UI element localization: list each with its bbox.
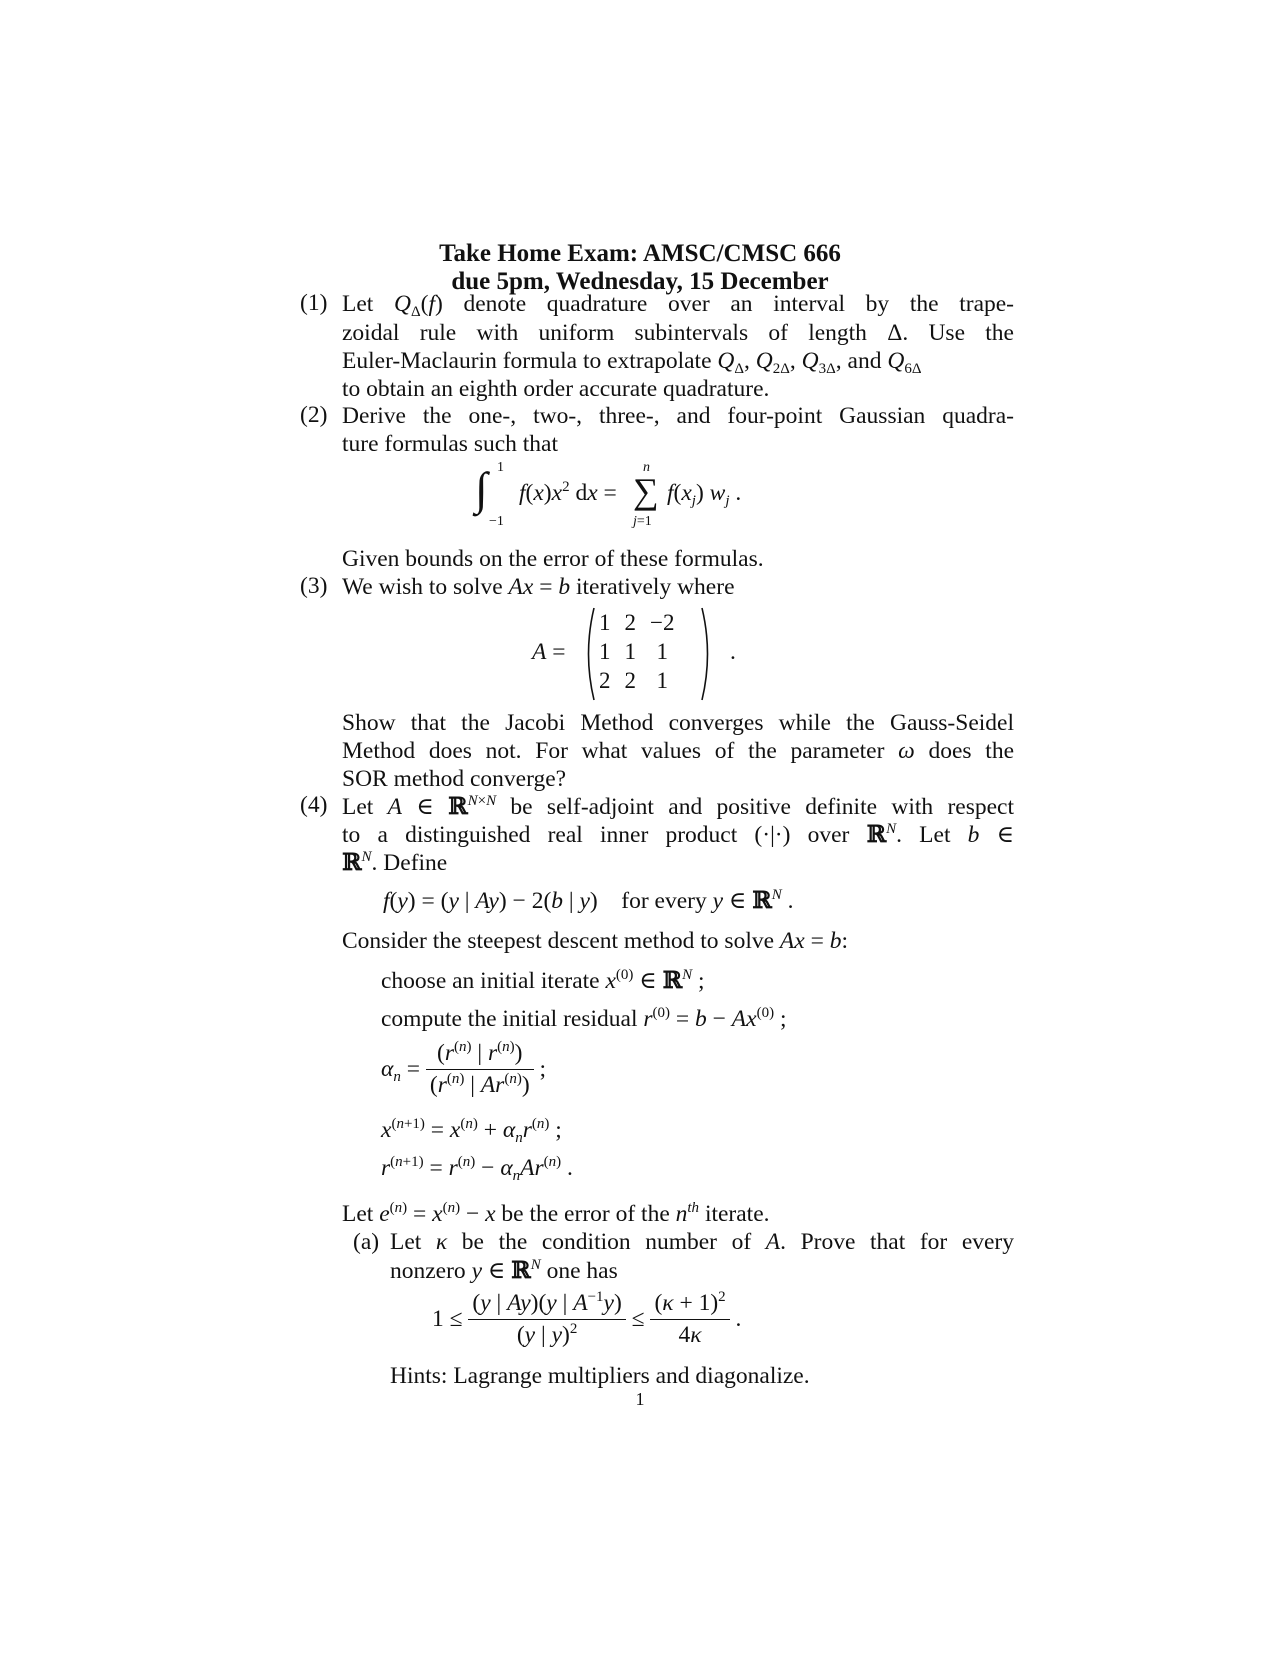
part-a-line-1: Let κ be the condition number of A. Prove that for every xyxy=(390,1229,1015,1255)
problem-2-number: (2) xyxy=(300,402,328,428)
problem-3-number: (3) xyxy=(300,573,328,599)
matrix-a xyxy=(592,608,681,695)
problem-3-jacobi-line: Show that the Jacobi Method converges while the Gauss-Seidel xyxy=(342,710,1014,736)
matrix-cell: 1 xyxy=(599,610,611,635)
problem-2-line-2: ture formulas such that xyxy=(342,431,559,457)
page-number: 1 xyxy=(635,1389,645,1409)
part-a-line-2: nonzero y ∈ ℝ$^N$ one has xyxy=(390,1256,618,1284)
problem-3-sor-line: SOR method converge? xyxy=(342,766,567,792)
matrix-cell: 1 xyxy=(599,639,611,664)
matrix-cell: 1 xyxy=(656,668,668,693)
problem-4-line-2: to a distinguished real inner product (·|·) over ℝ$^N$. Let b ∈ xyxy=(342,820,1014,848)
matrix-cell: 2 xyxy=(624,668,636,693)
part-a-label: (a) xyxy=(353,1229,380,1255)
problem-1-number: (1) xyxy=(300,290,328,316)
alpha-n-formula: $\alpha_n$ = $\frac{(r^{(n)} | r^{(n)})}{(r^{(n)} | Ar^{(n)})}$ ; xyxy=(381,1039,547,1098)
problem-1-line-3: Euler-Maclaurin formula to extrapolate $Q_\Delta$, $Q_{2\Delta}$, $Q_{3\Delta}$, and $Q_{6\Delta}$ xyxy=(342,348,922,377)
r-update-formula: $r^{(n+1)} = r^{(n)} - \alpha_nAr^{(n)}$ . xyxy=(381,1154,573,1184)
matrix-cell: 2 xyxy=(599,668,611,693)
hints-line: Hints: Lagrange multipliers and diagonalize. xyxy=(390,1363,810,1389)
problem-1-line-1: Let $Q_\Delta(f)$ denote quadrature over an interval by the trape- xyxy=(342,291,1015,320)
problem-1-line-2: zoidal rule with uniform subintervals of length Δ. Use the xyxy=(342,320,1014,346)
problem-1-line-4: to obtain an eighth order accurate quadrature. xyxy=(342,376,770,402)
exam-due-date: due 5pm, Wednesday, 15 December xyxy=(451,268,829,295)
exam-page: Take Home Exam: AMSC/CMSC 666 due 5pm, Wednesday, 15 December (1) Let $Q_\Delta(f)$ denote quadrature over an interval by the trape- zoidal rule with uniform subintervals of length Δ. Use the Euler-Maclaurin formula to extrapolate $Q_\Delta$, $Q_{2\Delta}$, $Q_{3\Delta}$, and $Q_{6\Delta}$ to obtain an eighth order accurate quadrature. (2) Derive the one-, two-, three-, and four-point Gaussian quadra- ture formulas such that ∫ 1 −1 $f(x)x^2$ dx = n ∑ j=1 $f(x_j)$ $w_j$ . Given bounds on the error of these formulas. (3) We wish to solve Ax = b iteratively where A = 1 2 −2 1 1 1 2 2 1 . Show that the Jacobi Method converges while the Gauss-Seidel Method does not. For what values of the parameter ω does the SOR method converge? (4) Let A ∈ ℝ$^{N\times N}$ be self-adjoint and positive definite with respect to a distinguished real inner product (·|·) over ℝ$^N$. Let b ∈ ℝ$^N$. Define f(y) = (y | Ay) − 2(b | y) for every y ∈ ℝ$^N$ . Consider the steepest descent method to solve Ax = b: choose an initial iterate $x^{(0)}$ ∈ ℝ$^N$ ; compute the initial residual $r^{(0)} = b - Ax^{(0)}$ ; $\alpha_n$ = $\frac{(r^{(n)} | r^{(n)})}{(r^{(n)} | Ar^{(n)})}$ ; $x^{(n+1)} = x^{(n)} + \alpha_nr^{(n)}$ ; $r^{(n+1)} = r^{(n)} - \alpha_nAr^{(n)}$ . Let $e^{(n)} = x^{(n)} - x$ be the error of the $n^{th}$ iterate. (a) Let κ be the condition number of A. Prove that for every nonzero y ∈ ℝ$^N$ one has 1 ≤ $\frac{(y | Ay)(y | A^{-1}y)}{(y | y)^2}$ ≤ $\frac{(\kappa + 1)^2}{4\kappa}$ . Hints: Lagrange multipliers and diagonalize. 1 xyxy=(0,0,1280,1656)
problem-4-number: (4) xyxy=(300,792,328,818)
kantorovich-inequality: 1 ≤ $\frac{(y | Ay)(y | A^{-1}y)}{(y | y)^2}$ ≤ $\frac{(\kappa + 1)^2}{4\kappa}$ . xyxy=(432,1289,742,1348)
problem-3-omega-line: Method does not. For what values of the parameter ω does the xyxy=(342,738,1015,764)
matrix-cell: 1 xyxy=(656,639,668,664)
problem-4-steepest-descent: Consider the steepest descent method to solve Ax = b: xyxy=(342,928,849,954)
right-paren-icon xyxy=(700,606,714,702)
problem-4-line-3: ℝ$^N$. Define xyxy=(342,848,448,876)
matrix-cell: −2 xyxy=(650,610,675,635)
error-definition: Let $e^{(n)} = x^{(n)} - x$ be the error of the $n^{th}$ iterate. xyxy=(342,1200,770,1227)
problem-4-line-1: Let A ∈ ℝ$^{N\times N}$ be self-adjoint and positive definite with respect xyxy=(342,792,1014,820)
x-update-formula: $x^{(n+1)} = x^{(n)} + \alpha_nr^{(n)}$ ; xyxy=(381,1116,562,1146)
initial-iterate-step: choose an initial iterate $x^{(0)}$ ∈ ℝ$^N$ ; xyxy=(381,966,705,994)
function-f-definition: f(y) = (y | Ay) − 2(b | y) for every y ∈ ℝ$^N$ . xyxy=(383,886,794,914)
exam-title: Take Home Exam: AMSC/CMSC 666 xyxy=(439,240,841,267)
gaussian-quadrature-equation: ∫ 1 −1 $f(x)x^2$ dx = n ∑ j=1 $f(x_j)$ $w_j$ . xyxy=(475,460,742,529)
matrix-cell: 1 xyxy=(624,639,636,664)
problem-2-error-bounds: Given bounds on the error of these formulas. xyxy=(342,546,764,572)
problem-3-line-1: We wish to solve Ax = b iteratively where xyxy=(342,574,735,600)
matrix-cell: 2 xyxy=(624,610,636,635)
problem-2-line-1: Derive the one-, two-, three-, and four-point Gaussian quadra- xyxy=(342,403,1014,429)
initial-residual-step: compute the initial residual $r^{(0)} = b - Ax^{(0)}$ ; xyxy=(381,1005,787,1032)
